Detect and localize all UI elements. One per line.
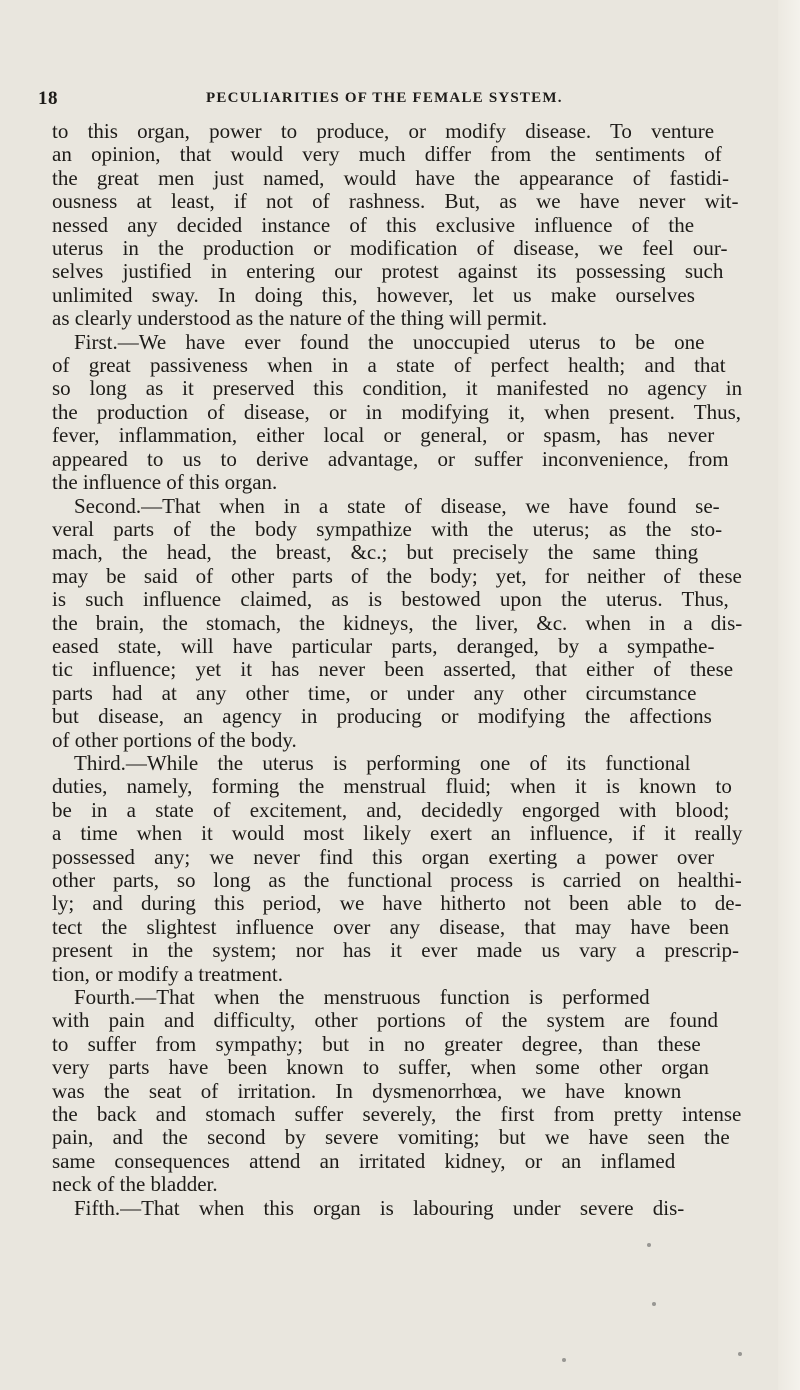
text-line: selves justified in entering our protest against its possessing such [52,259,724,284]
text-line: very parts have been known to suffer, when some other organ [52,1055,709,1080]
text-line: uterus in the production or modification of disease, we feel our- [52,236,728,261]
text-line: with pain and difficulty, other portions of the system are found [52,1008,719,1033]
text-line: Fourth.—That when the menstruous function is performed [74,985,650,1010]
text-line: a time when it would most likely exert an influence, if it really [52,821,743,846]
text-line: same consequences attend an irritated kidney, or an inflamed [52,1148,676,1173]
text-line: ousness at least, if not of rashness. But, as we have never wit- [52,189,739,214]
text-line: pain, and the second by severe vomiting; but we have seen the [52,1125,730,1150]
text-line: to suffer from sympathy; but in no greater degree, than these [52,1031,701,1056]
text-line: Second.—That when in a state of disease, we have found se- [74,493,720,518]
text-line: tic influence; yet it has never been asserted, that either of these [52,657,734,682]
text-line: the brain, the stomach, the kidneys, the liver, &c. when in a dis- [52,610,743,635]
text-line: veral parts of the body sympathize with the uterus; as the sto- [52,516,723,541]
text-line: be in a state of excitement, and, decidedly engorged with blood; [52,797,730,822]
text-line: present in the system; nor has it ever made us vary a prescrip- [52,938,740,963]
page-header [38,86,738,116]
text-line: but disease, an agency in producing or modifying the affections [52,704,712,729]
running-head: PECULIARITIES OF THE FEMALE SYSTEM. [206,90,563,106]
text-line: eased state, will have particular parts, deranged, by a sympathe- [52,633,715,658]
text-line: an opinion, that would very much differ from the sentiments of [52,142,722,167]
text-line: mach, the head, the breast, &c.; but precisely the same thing [52,540,699,565]
text-line: may be said of other parts of the body; yet, for neither of these [52,563,742,588]
text-line: parts had at any other time, or under any other circumstance [52,680,697,705]
text-line: ly; and during this period, we have hitherto not been able to de- [52,891,742,916]
body-text [52,120,742,1220]
text-line: Fifth.—That when this organ is labouring under severe dis- [74,1195,685,1220]
text-line: the great men just named, would have the appearance of fastidi- [52,165,730,190]
text-line: the influence of this organ. [52,470,278,495]
text-line: tion, or modify a treatment. [52,961,283,986]
text-line: neck of the bladder. [52,1172,218,1197]
ink-speck [562,1358,566,1362]
page-number: 18 [38,88,58,109]
ink-speck [652,1302,656,1306]
text-line: the production of disease, or in modifying it, when present. Thus, [52,399,742,424]
text-line: the back and stomach suffer severely, the first from pretty intense [52,1102,742,1127]
text-line: of other portions of the body. [52,727,297,752]
text-line: Third.—While the uterus is performing one of its functional [74,750,691,775]
text-line: was the seat of irritation. In dysmenorrhœa, we have known [52,1078,682,1103]
text-line: nessed any decided instance of this exclusive influence of the [52,212,695,237]
text-line: is such influence claimed, as is bestowed upon the uterus. Thus, [52,587,729,612]
text-line: fever, inflammation, either local or general, or spasm, has never [52,423,715,448]
text-line: as clearly understood as the nature of the thing will permit. [52,306,548,331]
text-line: tect the slightest influence over any disease, that may have been [52,914,730,939]
text-line: First.—We have ever found the unoccupied uterus to be one [74,329,705,354]
text-line: so long as it preserved this condition, it manifested no agency in [52,376,743,401]
page-edge [778,0,800,1390]
ink-speck [647,1243,651,1247]
text-line: unlimited sway. In doing this, however, let us make ourselves [52,282,695,307]
text-line: other parts, so long as the functional process is carried on healthi- [52,868,742,892]
text-line: appeared to us to derive advantage, or suffer inconvenience, from [52,446,729,471]
text-line: duties, namely, forming the menstrual fluid; when it is known to [52,774,732,799]
ink-speck [738,1352,742,1356]
text-line: of great passiveness when in a state of perfect health; and that [52,353,726,378]
text-line: possessed any; we never find this organ exerting a power over [52,844,715,869]
text-line: to this organ, power to produce, or modify disease. To venture [52,119,715,143]
